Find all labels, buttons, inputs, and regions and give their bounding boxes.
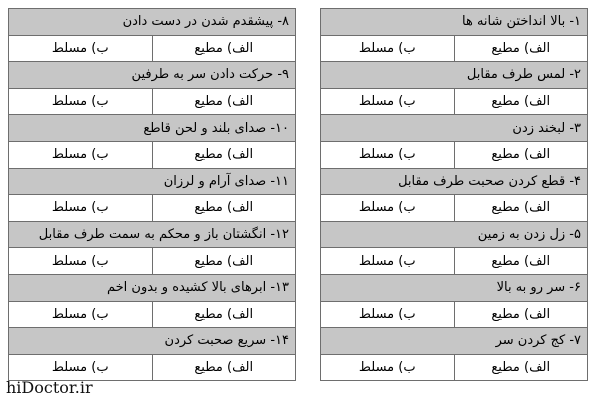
option-b-dominant[interactable]: ب) مسلط [321, 88, 455, 115]
question-text: ۵- زل زدن به زمین [321, 221, 588, 248]
option-a-submissive[interactable]: الف) مطیع [454, 88, 588, 115]
option-a-submissive[interactable]: الف) مطیع [152, 141, 296, 168]
questions-table-right [320, 8, 588, 381]
question-text: ۱۳- ابرهای بالا کشیده و بدون اخم [9, 274, 296, 301]
option-b-dominant[interactable]: ب) مسلط [321, 195, 455, 222]
answer-options-row [9, 88, 296, 115]
option-b-dominant[interactable]: ب) مسلط [321, 35, 455, 62]
option-a-submissive[interactable]: الف) مطیع [454, 248, 588, 275]
question-row [321, 328, 588, 355]
option-a-submissive[interactable]: الف) مطیع [454, 195, 588, 222]
question-row [321, 62, 588, 89]
answer-options-row [9, 35, 296, 62]
answer-options-row [321, 248, 588, 275]
answer-options-row [9, 248, 296, 275]
answer-options-row [321, 141, 588, 168]
question-text: ۷- کج کردن سر [321, 328, 588, 355]
question-row [9, 115, 296, 142]
table-body-right [321, 9, 588, 381]
option-a-submissive[interactable]: الف) مطیع [152, 88, 296, 115]
question-row [9, 328, 296, 355]
question-text: ۲- لمس طرف مقابل [321, 62, 588, 89]
answer-options-row [9, 141, 296, 168]
option-a-submissive[interactable]: الف) مطیع [454, 354, 588, 381]
option-a-submissive[interactable]: الف) مطیع [152, 35, 296, 62]
question-text: ۱۱- صدای آرام و لرزان [9, 168, 296, 195]
question-text: ۶- سر رو به بالا [321, 274, 588, 301]
option-a-submissive[interactable]: الف) مطیع [454, 301, 588, 328]
option-b-dominant[interactable]: ب) مسلط [321, 248, 455, 275]
option-a-submissive[interactable]: الف) مطیع [454, 141, 588, 168]
question-row [9, 62, 296, 89]
answer-options-row [9, 354, 296, 381]
option-a-submissive[interactable]: الف) مطیع [152, 354, 296, 381]
site-watermark: hiDoctor.ir [6, 378, 93, 397]
question-row [9, 9, 296, 36]
table-body-left [9, 9, 296, 381]
question-row [321, 168, 588, 195]
option-a-submissive[interactable]: الف) مطیع [152, 301, 296, 328]
question-text: ۱۰- صدای بلند و لحن قاطع [9, 115, 296, 142]
question-text: ۸- پیشقدم شدن در دست دادن [9, 9, 296, 36]
question-row [321, 9, 588, 36]
question-text: ۳- لبخند زدن [321, 115, 588, 142]
option-b-dominant[interactable]: ب) مسلط [9, 248, 153, 275]
question-row [321, 115, 588, 142]
question-text: ۱- بالا انداختن شانه ها [321, 9, 588, 36]
option-b-dominant[interactable]: ب) مسلط [9, 88, 153, 115]
option-a-submissive[interactable]: الف) مطیع [454, 35, 588, 62]
question-row [9, 274, 296, 301]
option-b-dominant[interactable]: ب) مسلط [9, 354, 153, 381]
option-b-dominant[interactable]: ب) مسلط [9, 301, 153, 328]
option-b-dominant[interactable]: ب) مسلط [9, 141, 153, 168]
question-row [321, 221, 588, 248]
answer-options-row [9, 301, 296, 328]
option-b-dominant[interactable]: ب) مسلط [321, 141, 455, 168]
question-row [9, 221, 296, 248]
option-a-submissive[interactable]: الف) مطیع [152, 248, 296, 275]
answer-options-row [321, 301, 588, 328]
option-b-dominant[interactable]: ب) مسلط [9, 195, 153, 222]
question-row [9, 168, 296, 195]
questions-table-left [8, 8, 296, 381]
option-b-dominant[interactable]: ب) مسلط [9, 35, 153, 62]
question-text: ۱۴- سریع صحبت کردن [9, 328, 296, 355]
answer-options-row [321, 195, 588, 222]
answer-options-row [321, 35, 588, 62]
option-b-dominant[interactable]: ب) مسلط [321, 301, 455, 328]
answer-options-row [9, 195, 296, 222]
question-row [321, 274, 588, 301]
question-text: ۹- حرکت دادن سر به طرفین [9, 62, 296, 89]
answer-options-row [321, 88, 588, 115]
question-text: ۴- قطع کردن صحبت طرف مقابل [321, 168, 588, 195]
answer-options-row [321, 354, 588, 381]
option-b-dominant[interactable]: ب) مسلط [321, 354, 455, 381]
question-text: ۱۲- انگشتان باز و محکم به سمت طرف مقابل [9, 221, 296, 248]
option-a-submissive[interactable]: الف) مطیع [152, 195, 296, 222]
